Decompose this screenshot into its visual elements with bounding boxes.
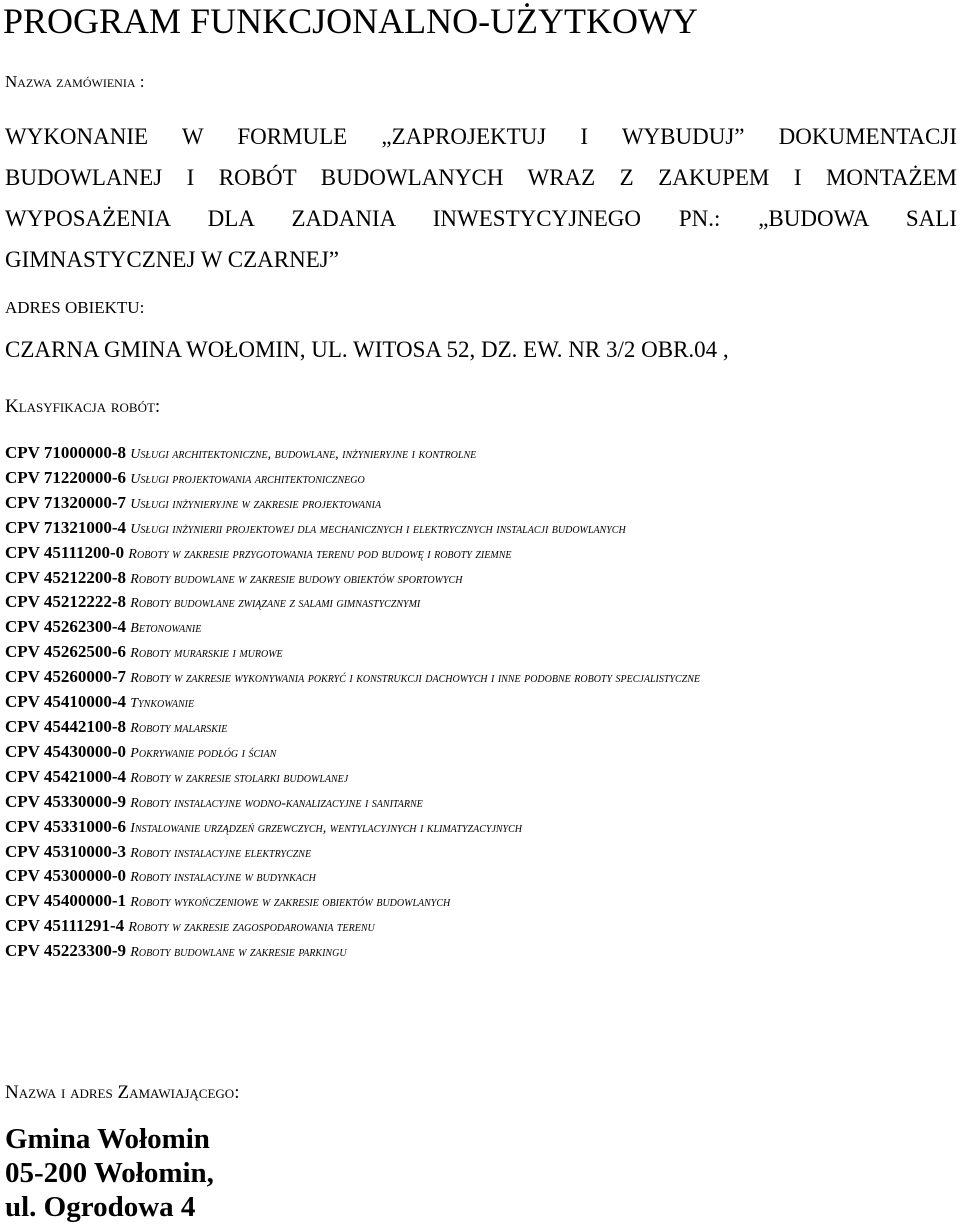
client-postal: 05-200 Wołomin, (5, 1157, 214, 1189)
cpv-description: Roboty w zakresie stolarki budowlanej (130, 770, 349, 786)
cpv-item (5, 816, 955, 841)
client-street: ul. Ogrodowa 4 (5, 1191, 196, 1223)
cpv-item (5, 741, 955, 766)
cpv-code: CPV 71321000-4 (5, 517, 127, 537)
cpv-code: CPV 45212222-8 (5, 592, 127, 612)
cpv-code: CPV 45400000-1 (5, 891, 127, 911)
cpv-code: CPV 45260000-7 (5, 667, 127, 687)
cpv-item (5, 791, 955, 816)
cpv-item (5, 716, 955, 741)
cpv-code: CPV 71320000-7 (5, 492, 127, 512)
cpv-code: CPV 45111200-0 (5, 542, 125, 562)
order-name-line: WYPOSAŻENIA DLA ZADANIA INWESTYCYJNEGO PN.: „BUDOWA SALI (5, 206, 957, 231)
order-name-line: BUDOWLANEJ I ROBÓT BUDOWLANYCH WRAZ Z ZAKUPEM I MONTAŻEM (5, 165, 957, 190)
order-name-line: GIMNASTYCZNEJ W CZARNEJ” (5, 247, 339, 272)
cpv-description: Roboty budowlane w zakresie budowy obiektów sportowych (130, 571, 463, 587)
client-address (5, 1122, 214, 1224)
cpv-description: Betonowanie (130, 621, 202, 637)
cpv-item (5, 542, 955, 567)
cpv-description: Roboty instalacyjne elektryczne (130, 845, 312, 861)
cpv-description: Tynkowanie (130, 696, 195, 712)
cpv-code: CPV 45330000-9 (5, 791, 127, 811)
cpv-code: CPV 45331000-6 (5, 816, 127, 836)
cpv-item (5, 641, 955, 666)
order-name-label: Nazwa zamówienia : (5, 72, 145, 91)
cpv-item (5, 591, 955, 616)
cpv-item (5, 915, 955, 940)
cpv-item (5, 467, 955, 492)
cpv-description: Roboty budowlane związane z salami gimnastycznymi (130, 596, 421, 612)
cpv-description: Roboty murarskie i murowe (130, 646, 283, 662)
cpv-code: CPV 71000000-8 (5, 443, 127, 462)
cpv-item (5, 492, 955, 517)
document-title: PROGRAM FUNKCJONALNO-UŻYTKOWY (3, 1, 699, 41)
cpv-item (5, 666, 955, 691)
address-label: ADRES OBIEKTU: (5, 298, 145, 317)
cpv-description: Usługi architektoniczne, budowlane, inżynieryjne i kontrolne (130, 447, 477, 462)
order-name (5, 116, 957, 280)
cpv-description: Roboty w zakresie przygotowania terenu pod budowę i roboty ziemne (128, 546, 512, 562)
cpv-description: Roboty budowlane w zakresie parkingu (130, 945, 347, 961)
cpv-code: CPV 45430000-0 (5, 741, 127, 761)
cpv-item (5, 442, 955, 467)
cpv-item (5, 691, 955, 716)
client-name: Gmina Wołomin (5, 1123, 210, 1155)
classification-label: Klasyfikacja robót: (5, 396, 161, 417)
cpv-description: Pokrywanie podłóg i ścian (130, 745, 277, 761)
cpv-code: CPV 71220000-6 (5, 467, 127, 487)
cpv-item (5, 841, 955, 866)
cpv-code: CPV 45262300-4 (5, 617, 127, 637)
cpv-item (5, 567, 955, 592)
cpv-item (5, 616, 955, 641)
cpv-code: CPV 45421000-4 (5, 766, 127, 786)
cpv-item (5, 766, 955, 791)
cpv-description: Roboty malarskie (130, 720, 228, 736)
cpv-item (5, 890, 955, 915)
cpv-code: CPV 45442100-8 (5, 716, 127, 736)
cpv-description: Instalowanie urządzeń grzewczych, wentylacyjnych i klimatyzacyjnych (130, 820, 523, 836)
cpv-code: CPV 45310000-3 (5, 841, 127, 861)
object-address: CZARNA GMINA WOŁOMIN, UL. WITOSA 52, DZ. EW. NR 3/2 OBR.04 , (5, 337, 729, 362)
cpv-description: Roboty w zakresie wykonywania pokryć i konstrukcji dachowych i inne podobne roboty specjalistyczne (130, 671, 700, 687)
cpv-list (5, 442, 955, 965)
cpv-item (5, 517, 955, 542)
cpv-code: CPV 45111291-4 (5, 916, 125, 936)
cpv-code: CPV 45300000-0 (5, 866, 127, 886)
cpv-code: CPV 45212200-8 (5, 567, 127, 587)
cpv-item (5, 865, 955, 890)
cpv-description: Roboty wykończeniowe w zakresie obiektów budowlanych (130, 895, 451, 911)
cpv-description: Usługi inżynieryjne w zakresie projektowania (130, 496, 382, 512)
cpv-code: CPV 45262500-6 (5, 642, 127, 662)
cpv-item (5, 940, 955, 965)
cpv-description: Roboty instalacyjne wodno-kanalizacyjne i sanitarne (130, 795, 423, 811)
cpv-code: CPV 45410000-4 (5, 692, 127, 712)
client-label: Nazwa i adres Zamawiającego: (5, 1082, 240, 1103)
cpv-description: Usługi inżynierii projektowej dla mechanicznych i elektrycznych instalacji budowlanych (130, 521, 626, 537)
order-name-line: WYKONANIE W FORMULE „ZAPROJEKTUJ I WYBUDUJ” DOKUMENTACJI (5, 124, 957, 149)
cpv-code: CPV 45223300-9 (5, 941, 127, 961)
cpv-description: Roboty instalacyjne w budynkach (130, 870, 316, 886)
cpv-description: Usługi projektowania architektonicznego (130, 471, 365, 487)
cpv-description: Roboty w zakresie zagospodarowania terenu (128, 920, 375, 936)
